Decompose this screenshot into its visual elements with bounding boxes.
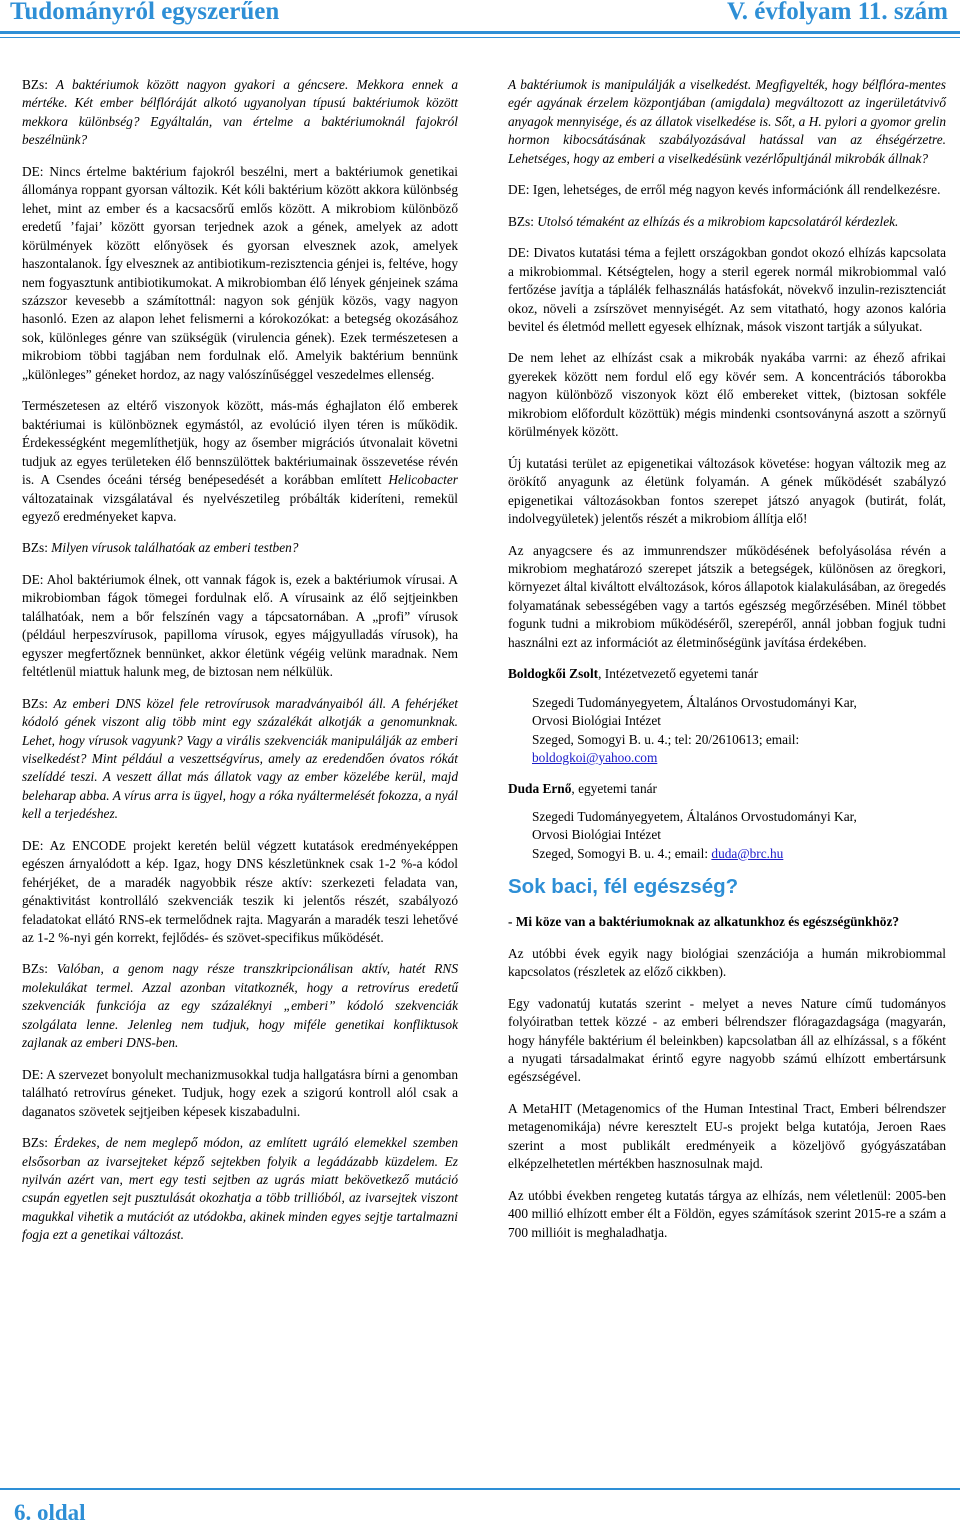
question-paragraph: BZs: Valóban, a genom nagy része transzkripcionálisan aktív, hatét RNS molekulákat termel. Azzal azonban vitatkoznék, hogy a retrovírus eredetű szekvenciák funkciója az egy százaléknyi „emberi” kódoló szekvenciák szolgálata lenne. Jelenleg nem tudjuk, hogy miféle genetikai konfliktusok zajlanak az emberi DNS-ben. [22, 961, 458, 1051]
paragraph: A baktériumok is manipulálják a viselkedést. Megfigyelték, hogy bélflóra-mentes egér agyának érzelem központjában (amigdala) megváltozott az ingerületátvivő anyagok mennyisége, és az állatok viselkedése is. Sőt, a H. pylori a gyomor grelin hormon kibocsátásának szabályozásával hatással van az éhségérzetre. Lehetséges, hogy az emberi a viselkedésünk vezérlőpultjánál mikrobák állnak? [508, 77, 947, 166]
answer-paragraph: DE: Az ENCODE projekt keretén belül végzett kutatások eredményeképpen egészen árnyalódott a kép. Igaz, hogy DNS készletünknek csak 1-2 %-a kódol fehérjéket, de a maradék nagyobbik része aktív: szerkezeti feladata van, génaktivitást kontrolláló szekvenciák teszik ki jelentős részét, szabályozó feladatokat ellátó RNS-ek termelődnek rajta. Magyarán a maradék teszi lehetővé az 1-2 %-nyi gén korrekt, fejlődés- és szövet-specifikus működését. [22, 837, 458, 946]
answer-paragraph: DE: Ahol baktériumok élnek, ott vannak fágok is, ezek a baktériumok vírusai. A mikrobiomban fágok tömegei fordulnak elő. A vírusaink az élő sejtjeinkben találhatóak, nem a bőr felszínén vagy a tápcsatornában. A „profi” vírusok (például herpeszvírusok, papilloma vírusok, egyes májgyulladás vírusok), ha egyszer megfertőznek bennünket, akkor életünk végéig velünk maradnak. Nem feltétlenül miattuk halunk meg, de biztosan nem nélkülük. [22, 571, 458, 680]
paragraph: Természetesen az eltérő viszonyok között, más-más éghajlaton élő emberek baktériumai is különböznek egymástól, az evolúció ilyen téren is működik. Érdekességként megemlíthetjük, hogy az ősember migrációs útvonalait követni tudjuk az egyes területeken élő bennszülöttek baktériumainak összevetése révén is. A Csendes óceáni térség benépesedését a korábban említett Helicobacter változatainak vizsgálatával és nyelvészetileg próbálták kideríteni, remekül egyező eredményeket kapva. [22, 398, 458, 524]
question-paragraph: BZs: Milyen vírusok találhatóak az emberi testben? [22, 540, 299, 556]
page-header [0, 0, 960, 32]
author-name: Duda Ernő [508, 780, 572, 796]
paragraph: Az anyagcsere és az immunrendszer működésének befolyásolása révén a mikrobiom meghatározó szerepet játszik a betegségek, különösen az öregkori, környezet által kiváltott elváltozások, kóros állapotok kialakulásában, az öregedés folyamatának sebességében vagy a tartós egészség megőrzésében. Minél többet fogunk tudni a mikrobiom működéséről, szerepéről, annál jobban fogjuk tudni használni ezt az információt az életminőségünk javítása érdekében. [508, 542, 946, 650]
paragraph: A MetaHIT (Metagenomics of the Human Intestinal Tract, Emberi bélrendszer metagenomikája) névre keresztelt EU-s projekt belga kutatója, Jeroen Raes szerint a most publikált eredményeik a közeljövő gyógyászatában elképzelhetetlen mértékben hasznosulnak majd. [508, 1100, 946, 1172]
right-column [508, 76, 946, 1255]
answer-paragraph: DE: Divatos kutatási téma a fejlett országokban gondot okozó elhízás kapcsolata a mikrobiommal. Kétségtelen, hogy a steril egerek normál mikrobiommal való fertőzése javítja a táplálék felhasználás hatásfokát, növekvő inzulin-rezisztenciát okoz, növeli a zsírszövet mennyiségét. Az sem vitatható, hogy azonos kalória bevitel és életmód mellett egyesek elhíznak, mások viszont tartják a súlyukat. [508, 245, 947, 334]
question-paragraph: BZs: Utolsó témaként az elhízás és a mikrobiom kapcsolatáról kérdezlek. [508, 213, 899, 229]
email-link[interactable]: duda@brc.hu [711, 845, 784, 861]
question-paragraph: BZs: Az emberi DNS közel fele retrovírusok maradványaiból áll. A fehérjéket kódoló gének viszont alig több mint egy százalékát alkotják a genomunknak. Lehet, hogy vírusok vagyunk? Vagy a virális szekvenciák manipulálják az emberi viselkedést? Mint például a veszettségvírus, amely az eredendően óvatos rókát szelíddé teszi. A veszett állat más állatok vagy az ember közelébe kerül, majd beleharap abba. A vírus arra is ügyel, hogy a róka nyáltermelését fokozza, a nyál kell a terjedéshez. [22, 695, 458, 822]
section-title: Sok baci, fél egészség? [508, 875, 739, 899]
left-column [22, 76, 458, 1258]
paragraph: Új kutatási terület az epigenetikai változások követése: hogyan változik meg az örökítő anyagunk az életünk folyamán. A gének működését szabályzó epigenetikai változásokban fontos szerepet játszó anyagok (butirát, folát, indolvegyületek) jelentős részét a mikrobiom állítja elő! [508, 455, 946, 527]
header-rule [0, 31, 960, 34]
paragraph: Az utóbbi években rengeteg kutatás tárgya az elhízás, nem véletlenül: 2005-ben 400 millió elhízott ember élt a Földön, egyes számítások szerint 2015-re a szám a 700 millióit is meghaladhatja. [508, 1187, 946, 1240]
question-paragraph: BZs: A baktériumok között nagyon gyakori a géncsere. Mekkora ennek a mértéke. Két ember bélflóráját alkotó ugyanolyan típusú baktériumok között mekkora különbség? Egyáltalán, van értelme a baktériumoknál fajokról beszélnünk? [22, 77, 458, 148]
author-address: Szegedi Tudományegyetem, Általános Orvostudományi Kar, Orvosi Biológiai Intézet Szeged, Somogyi B. u. 4.; email: duda@brc.hu [532, 808, 857, 861]
author-line: Duda Ernő, egyetemi tanár [508, 780, 657, 796]
footer-rule [0, 1488, 960, 1490]
author-name: Boldogkői Zsolt [508, 666, 599, 682]
issue-number: V. évfolyam 11. szám [726, 0, 948, 25]
publication-title: Tudományról egyszerűen [10, 0, 280, 25]
lead-question: - Mi köze van a baktériumoknak az alkatunkhoz és egészségünkhöz? [508, 914, 900, 930]
answer-paragraph: DE: A szervezet bonyolult mechanizmusokkal tudja hallgatásra bírni a genomban található retrovírus géneket. Tudjuk, hogy ezek a szigorú kontroll alól csak a daganatos szövetek sejtjeiben képesek kiszabadulni. [22, 1066, 458, 1119]
answer-paragraph: DE: Nincs értelme baktérium fajokról beszélni, mert a baktériumok genetikai állománya roppant gyorsan változik. Két kóli baktérium között akkora különbség lehet, mint az ember és a kacsacsőrű emlős között. A mikrobiom különböző eredetű ’fajai’ között gyorsan terjednek azok a gének, amelyek az adott körülmények között előnyösek és gyorsan elvesznek azok, amelyek haszontalanok. Így elvesznek az antibiotikum-rezisztencia génjei is, feltéve, hogy nem fogyasztunk antibiotikumokat. A mikrobiomban élő lények génjeinek száma százszor kevesebb a számítottnál: nagyon sok génjük közös, vagy nagyon hasonló. Ezen az alapon lehet felismerni a kórokozókat: a betegség okozásához sok, különleges génre van szükségük (virulencia gének). Ezek természetesen a mikrobiom többi tagjában nem fordulnak elő. Amelyik baktérium bennünk „különleges” géneket hordoz, az nagy valószínűséggel veszedelmes ellenség. [22, 163, 458, 382]
question-paragraph: BZs: Érdekes, de nem meglepő módon, az említett ugráló elemekkel szemben elsősorban az ivarsejteket képző sejtekben folyik a legádázabb küzdelem. Ez nyilván azért van, mert egy testi sejtben az ugrás miatt bekövetkező mutáció csupán egyetlen sejt pusztulását okozhatja a több trillióból, az ivarsejtek viszont magukkal vihetik a mutációt az utódokba, akinek minden egyes sejtje tartalmazni fogja ezt a genetikai változást. [22, 1135, 458, 1243]
email-link[interactable]: boldogkoi@yahoo.com [532, 750, 658, 766]
answer-paragraph: DE: Igen, lehetséges, de erről még nagyon kevés információnk áll rendelkezésre. [508, 182, 941, 198]
paragraph: De nem lehet az elhízást csak a mikrobák nyakába varrni: az éhező afrikai gyerekek között nem fordul elő egy kövér sem. A koncentrációs táborokba nagyon különböző viszonyok közt élő embereket vittek, (biztosan sokféle mikrobiom előfordult közöttük) mégis mindenki csontsoványná aszott a szörnyű körülmények között. [508, 350, 946, 440]
page-number: 6. oldal [14, 1500, 86, 1525]
author-address: Szegedi Tudományegyetem, Általános Orvostudományi Kar, Orvosi Biológiai Intézet Szeged, Somogyi B. u. 4.; tel: 20/2610613; email: boldogkoi@yahoo.com [532, 694, 857, 766]
author-line: Boldogkői Zsolt, Intézetvezető egyetemi tanár [508, 666, 759, 682]
paragraph: Az utóbbi évek egyik nagy biológiai szenzációja a humán mikrobiommal kapcsolatos (részletek az előző cikkben). [508, 945, 946, 980]
header-rule-thin [0, 37, 960, 38]
paragraph: Egy vadonatúj kutatás szerint - melyet a neves Nature című tudományos folyóiratban tettek közzé - az emberi bélrendszer flóragazdagsága (magyarán, hogy hányféle baktérium él beleinkben) kapcsolatban áll az elhízással, s a főként a nyugati társadalmakat érintő egyre nagyobb számú elhízott embertársunk egészségével. [508, 995, 946, 1085]
